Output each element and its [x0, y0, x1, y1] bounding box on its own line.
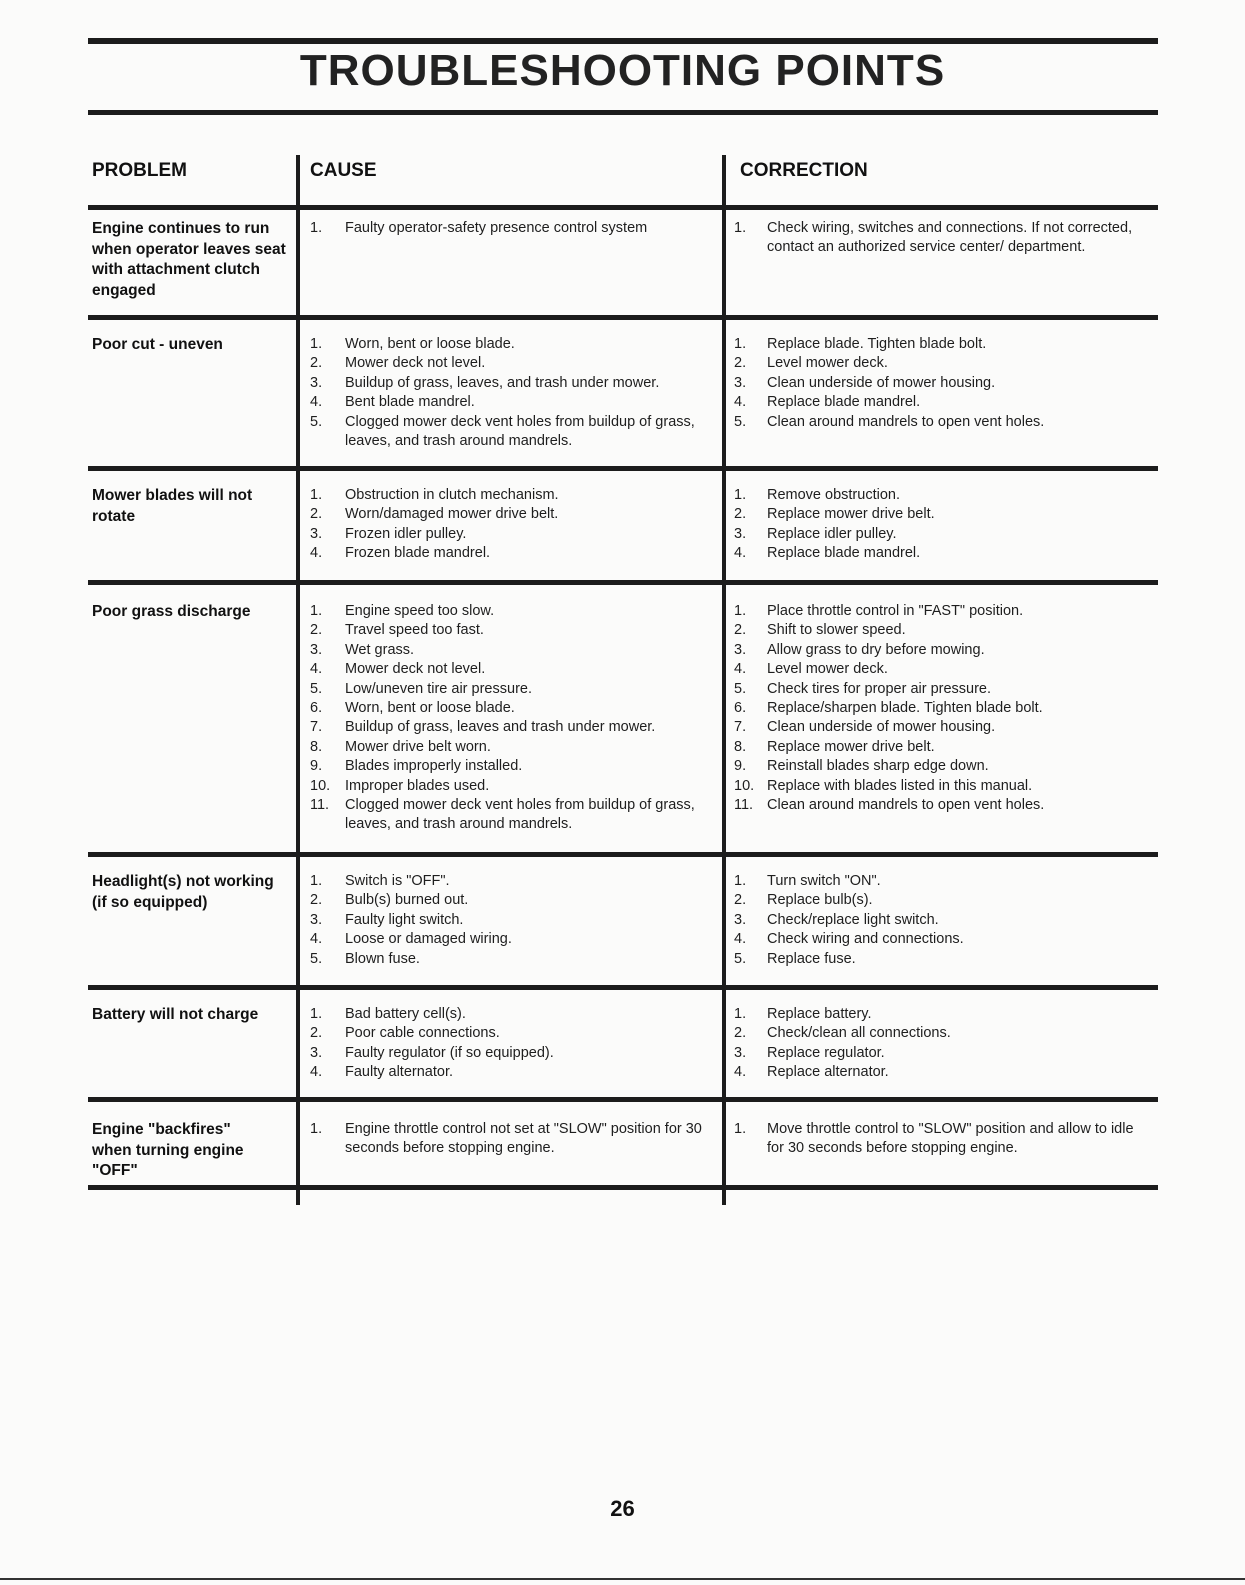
correction-item: [734, 621, 1154, 640]
item-number: 1.: [310, 1121, 323, 1137]
item-number: 1.: [310, 487, 323, 503]
item-text: Check/clean all connections.: [767, 1025, 951, 1042]
cause-item: [310, 660, 710, 679]
correction-item: [734, 525, 1154, 544]
problem-text: Poor cut - uneven: [92, 336, 223, 353]
cause-item: [310, 413, 710, 452]
item-text: Worn/damaged mower drive belt.: [345, 506, 559, 523]
item-number: 2.: [734, 355, 747, 372]
item-text: Replace mower drive belt.: [767, 738, 935, 755]
correction-item: [734, 680, 1154, 699]
item-text: Faulty regulator (if so equipped).: [345, 1044, 554, 1061]
cause-list: [310, 602, 710, 835]
cause-item: [310, 738, 710, 757]
item-number: 9.: [734, 758, 747, 775]
item-text: Poor cable connections.: [345, 1025, 500, 1042]
column-divider-cause: [296, 155, 300, 1205]
item-text: Mower drive belt worn.: [345, 738, 491, 755]
problem-text: Headlight(s) not working (if so equipped): [92, 873, 274, 911]
item-text: Replace blade. Tighten blade bolt.: [767, 336, 987, 352]
correction-item: [734, 641, 1154, 660]
cause-list: [310, 1120, 710, 1159]
cause-item: [310, 1120, 710, 1159]
item-number: 1.: [734, 336, 747, 352]
correction-item: [734, 505, 1154, 524]
correction-item: [734, 335, 1154, 354]
item-text: Blown fuse.: [345, 950, 420, 967]
item-number: 5.: [310, 950, 323, 967]
item-text: Mower deck not level.: [345, 355, 486, 372]
cause-item: [310, 950, 710, 969]
cause-item: [310, 544, 710, 563]
cause-item: [310, 699, 710, 718]
item-number: 2.: [734, 622, 747, 639]
cause-item: [310, 718, 710, 737]
header-problem: PROBLEM: [92, 160, 187, 181]
cause-list: [310, 219, 710, 238]
correction-item: [734, 911, 1154, 930]
correction-list: [734, 486, 1154, 564]
item-text: Faulty alternator.: [345, 1064, 453, 1081]
item-number: 3.: [734, 641, 747, 658]
correction-list: [734, 1005, 1154, 1083]
cause-item: [310, 872, 710, 891]
item-text: Turn switch "ON".: [767, 873, 881, 889]
cause-item: [310, 641, 710, 660]
footer-rule: [0, 1578, 1245, 1580]
cause-item: [310, 757, 710, 776]
item-number: 2.: [310, 1025, 323, 1042]
item-text: Clean around mandrels to open vent holes.: [767, 413, 1045, 430]
item-number: 4.: [734, 545, 747, 562]
correction-item: [734, 872, 1154, 891]
cause-item: [310, 525, 710, 544]
correction-list: [734, 219, 1154, 258]
item-number: 8.: [310, 738, 323, 755]
item-text: Engine throttle control not set at "SLOW" position for 30 seconds before stopping engine.: [345, 1121, 702, 1157]
item-number: 4.: [734, 394, 747, 411]
correction-item: [734, 660, 1154, 679]
item-number: 4.: [310, 931, 323, 948]
cause-item: [310, 1024, 710, 1043]
item-number: 4.: [734, 1064, 747, 1081]
cause-item: [310, 891, 710, 910]
correction-item: [734, 413, 1154, 432]
correction-item: [734, 1120, 1154, 1159]
item-text: Check tires for proper air pressure.: [767, 680, 992, 697]
item-number: 1.: [734, 220, 747, 236]
item-text: Buildup of grass, leaves and trash under mower.: [345, 719, 656, 736]
cause-item: [310, 335, 710, 354]
item-number: 3.: [734, 1044, 747, 1061]
item-number: 3.: [310, 911, 323, 928]
item-text: Clogged mower deck vent holes from buildup of grass, leaves, and trash around mandrels.: [345, 413, 695, 450]
item-text: Wet grass.: [345, 641, 415, 658]
cause-list: [310, 872, 710, 969]
item-number: 1.: [734, 603, 747, 619]
row-separator: [88, 985, 1158, 990]
item-text: Bent blade mandrel.: [345, 394, 475, 411]
item-number: 2.: [310, 622, 323, 639]
item-text: Replace bulb(s).: [767, 892, 873, 909]
problem-text: Engine continues to run when operator leaves seat with attachment clutch engaged: [92, 220, 286, 299]
item-number: 3.: [310, 374, 323, 391]
cause-item: [310, 486, 710, 505]
item-text: Blades improperly installed.: [345, 758, 523, 775]
item-text: Improper blades used.: [345, 777, 490, 794]
problem-text: Battery will not charge: [92, 1006, 259, 1023]
correction-item: [734, 1044, 1154, 1063]
item-number: 4.: [310, 394, 323, 411]
item-text: Replace battery.: [767, 1006, 872, 1022]
problem-text: Poor grass discharge: [92, 603, 251, 620]
item-number: 5.: [310, 413, 323, 430]
item-number: 5.: [734, 950, 747, 967]
item-number: 4.: [734, 661, 747, 678]
cause-item: [310, 505, 710, 524]
item-number: 4.: [310, 545, 323, 562]
item-text: Worn, bent or loose blade.: [345, 336, 515, 352]
cause-item: [310, 374, 710, 393]
item-number: 2.: [310, 892, 323, 909]
correction-list: [734, 602, 1154, 815]
item-text: Clean around mandrels to open vent holes.: [767, 797, 1045, 814]
item-number: 6.: [734, 700, 747, 717]
cause-list: [310, 1005, 710, 1083]
item-number: 8.: [734, 738, 747, 755]
cause-item: [310, 1005, 710, 1024]
item-text: Switch is "OFF".: [345, 873, 450, 889]
correction-item: [734, 1005, 1154, 1024]
item-text: Replace regulator.: [767, 1044, 885, 1061]
item-text: Replace fuse.: [767, 950, 856, 967]
correction-item: [734, 544, 1154, 563]
item-text: Replace blade mandrel.: [767, 394, 921, 411]
item-number: 7.: [734, 719, 747, 736]
item-number: 1.: [734, 1006, 747, 1022]
item-number: 3.: [310, 641, 323, 658]
correction-list: [734, 872, 1154, 969]
item-number: 6.: [310, 700, 323, 717]
item-text: Clean underside of mower housing.: [767, 374, 996, 391]
item-text: Faulty light switch.: [345, 911, 464, 928]
correction-item: [734, 699, 1154, 718]
item-text: Replace alternator.: [767, 1064, 889, 1081]
correction-list: [734, 335, 1154, 432]
item-number: 3.: [734, 374, 747, 391]
correction-item: [734, 1024, 1154, 1043]
correction-item: [734, 777, 1154, 796]
title-top-rule: [88, 38, 1158, 44]
cause-item: [310, 354, 710, 373]
cause-item: [310, 680, 710, 699]
cause-item: [310, 219, 710, 238]
correction-item: [734, 718, 1154, 737]
item-number: 10.: [310, 777, 331, 794]
item-number: 1.: [734, 487, 747, 503]
correction-item: [734, 738, 1154, 757]
correction-item: [734, 374, 1154, 393]
correction-item: [734, 796, 1154, 815]
title-bottom-rule: [88, 110, 1158, 115]
row-separator: [88, 466, 1158, 471]
item-text: Move throttle control to "SLOW" position and allow to idle for 30 seconds before stopping engine.: [767, 1121, 1134, 1157]
item-number: 1.: [310, 1006, 323, 1022]
row-separator: [88, 205, 1158, 210]
correction-item: [734, 354, 1154, 373]
item-text: Bad battery cell(s).: [345, 1006, 466, 1022]
row-separator: [88, 580, 1158, 585]
item-number: 3.: [734, 525, 747, 542]
item-number: 4.: [734, 931, 747, 948]
item-text: Reinstall blades sharp edge down.: [767, 758, 989, 775]
item-text: Place throttle control in "FAST" position.: [767, 603, 1024, 619]
item-text: Replace mower drive belt.: [767, 506, 935, 523]
item-text: Loose or damaged wiring.: [345, 931, 512, 948]
correction-item: [734, 891, 1154, 910]
cause-item: [310, 621, 710, 640]
cause-item: [310, 777, 710, 796]
item-number: 7.: [310, 719, 323, 736]
item-number: 5.: [310, 680, 323, 697]
item-text: Remove obstruction.: [767, 487, 900, 503]
item-number: 3.: [734, 911, 747, 928]
item-text: Frozen idler pulley.: [345, 525, 467, 542]
item-text: Frozen blade mandrel.: [345, 545, 491, 562]
item-text: Replace/sharpen blade. Tighten blade bolt.: [767, 700, 1043, 717]
cause-list: [310, 335, 710, 451]
item-text: Check/replace light switch.: [767, 911, 939, 928]
cause-item: [310, 1044, 710, 1063]
item-text: Buildup of grass, leaves, and trash under mower.: [345, 374, 660, 391]
problem-text: Engine "backfires" when turning engine "OFF": [92, 1121, 244, 1179]
correction-item: [734, 602, 1154, 621]
correction-item: [734, 486, 1154, 505]
item-number: 1.: [310, 603, 323, 619]
cause-item: [310, 602, 710, 621]
item-text: Bulb(s) burned out.: [345, 892, 469, 909]
item-text: Clean underside of mower housing.: [767, 719, 996, 736]
correction-item: [734, 1063, 1154, 1082]
table-bottom-rule: [88, 1185, 1158, 1190]
cause-item: [310, 393, 710, 412]
header-cause: CAUSE: [310, 160, 377, 181]
cause-item: [310, 796, 710, 835]
item-number: 4.: [310, 661, 323, 678]
item-number: 2.: [734, 506, 747, 523]
item-number: 4.: [310, 1064, 323, 1081]
item-number: 2.: [734, 1025, 747, 1042]
item-number: 9.: [310, 758, 323, 775]
item-text: Replace blade mandrel.: [767, 545, 921, 562]
cause-item: [310, 1063, 710, 1082]
item-number: 5.: [734, 413, 747, 430]
item-number: 2.: [734, 892, 747, 909]
correction-item: [734, 393, 1154, 412]
item-number: 11.: [310, 797, 330, 814]
item-text: Replace with blades listed in this manual.: [767, 777, 1033, 794]
item-number: 1.: [310, 873, 323, 889]
item-number: 10.: [734, 777, 755, 794]
item-text: Worn, bent or loose blade.: [345, 700, 515, 717]
item-number: 1.: [734, 873, 747, 889]
header-correction: CORRECTION: [740, 160, 868, 181]
item-text: Check wiring, switches and connections. If not corrected, contact an authorized service center/ department.: [767, 220, 1133, 256]
item-number: 2.: [310, 506, 323, 523]
cause-item: [310, 930, 710, 949]
cause-item: [310, 911, 710, 930]
page-title: TROUBLESHOOTING POINTS: [299, 46, 946, 95]
item-number: 2.: [310, 355, 323, 372]
item-text: Level mower deck.: [767, 355, 888, 372]
problem-text: Mower blades will not rotate: [92, 487, 253, 525]
page-number: 26: [610, 1496, 635, 1521]
correction-item: [734, 950, 1154, 969]
correction-item: [734, 219, 1154, 258]
row-separator: [88, 1097, 1158, 1102]
correction-item: [734, 930, 1154, 949]
item-text: Check wiring and connections.: [767, 931, 964, 948]
item-text: Level mower deck.: [767, 661, 888, 678]
item-text: Faulty operator-safety presence control system: [345, 220, 648, 236]
item-text: Allow grass to dry before mowing.: [767, 641, 985, 658]
item-number: 3.: [310, 525, 323, 542]
item-text: Clogged mower deck vent holes from buildup of grass, leaves, and trash around mandrels.: [345, 797, 695, 833]
item-text: Shift to slower speed.: [767, 622, 906, 639]
row-separator: [88, 852, 1158, 857]
item-text: Low/uneven tire air pressure.: [345, 680, 532, 697]
item-number: 1.: [310, 336, 323, 352]
item-number: 5.: [734, 680, 747, 697]
column-divider-correction: [722, 155, 726, 1205]
item-text: Mower deck not level.: [345, 661, 486, 678]
row-separator: [88, 315, 1158, 320]
item-number: 11.: [734, 797, 754, 814]
item-number: 1.: [310, 220, 323, 236]
item-text: Obstruction in clutch mechanism.: [345, 487, 559, 503]
item-text: Engine speed too slow.: [345, 603, 495, 619]
item-text: Replace idler pulley.: [767, 525, 897, 542]
cause-list: [310, 486, 710, 564]
item-number: 1.: [734, 1121, 747, 1137]
correction-item: [734, 757, 1154, 776]
item-text: Travel speed too fast.: [345, 622, 484, 639]
item-number: 3.: [310, 1044, 323, 1061]
correction-list: [734, 1120, 1154, 1159]
